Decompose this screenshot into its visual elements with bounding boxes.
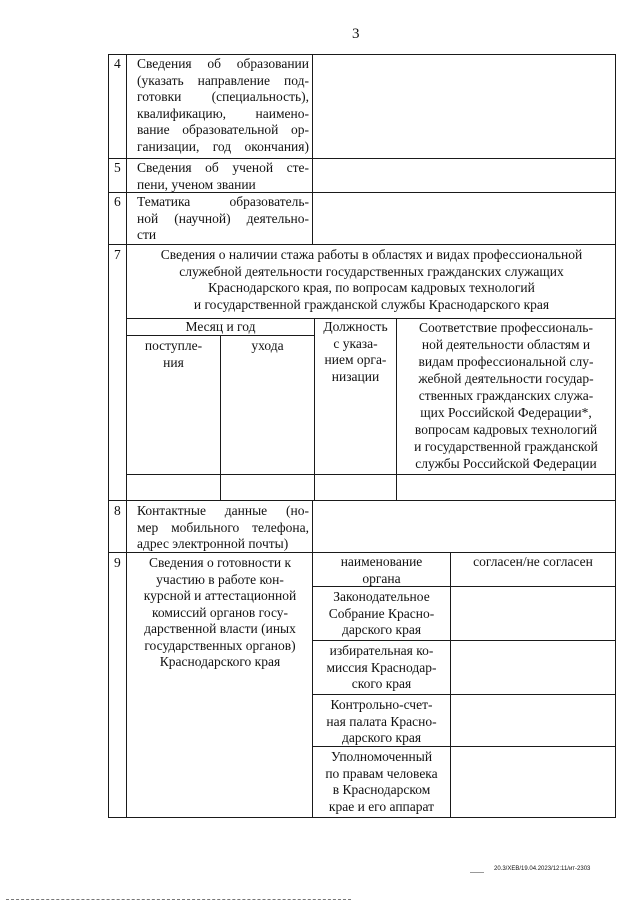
row9-org-divider xyxy=(312,694,616,695)
position-header: Должность с указа- нием орга- низации xyxy=(323,319,388,384)
activity-topic-label: Тематика образователь- ной (научной) деятельно- сти xyxy=(137,194,309,242)
table-border-left xyxy=(108,54,109,818)
row-number: 6 xyxy=(114,194,121,209)
table-border-right xyxy=(615,54,616,818)
consent-cell[interactable] xyxy=(452,642,614,693)
org-consent-divider xyxy=(450,552,451,818)
degree-value[interactable] xyxy=(314,160,614,190)
entry-header: поступле- ния xyxy=(144,338,203,370)
degree-label: Сведения об ученой сте- пени, ученом звании xyxy=(137,160,309,192)
commission-readiness-label: Сведения о готовности к участию в работе кон- курсной и аттестационной комиссий органов госу- дарственной власти (иных государственных органов) Краснодарского края xyxy=(143,555,297,669)
exit-header: ухода xyxy=(251,338,284,353)
number-column-divider xyxy=(126,54,127,818)
consent-header: согласен/не согласен xyxy=(473,554,593,569)
consent-cell[interactable] xyxy=(452,696,614,745)
form-table xyxy=(108,54,616,818)
education-value[interactable] xyxy=(314,56,614,156)
row-number: 5 xyxy=(114,160,121,175)
scan-edge-line xyxy=(6,899,351,900)
org-name-header: наименование органа xyxy=(340,554,423,586)
row-divider xyxy=(108,500,616,501)
row-number: 7 xyxy=(114,247,121,262)
row-divider xyxy=(108,158,616,159)
footer-mark xyxy=(470,872,484,873)
org-ombudsman: Уполномоченный по правам человека в Краснодарском крае и его аппарат xyxy=(325,749,438,814)
row-number: 8 xyxy=(114,503,121,518)
label-column-divider-top xyxy=(312,54,313,244)
row9-org-divider xyxy=(312,640,616,641)
education-label: Сведения об образовании (указать направление под- готовки (специальность), квалификацию, наимено- вание образовательной ор- ганизации, год окончания) xyxy=(137,56,309,154)
experience-title: Сведения о наличии стажа работы в областях и видах профессиональной служебной деятельности государственных гражданских служащих Краснодарского края, по вопросам кадровых технологий и государственной гражданской службы Краснодарского края xyxy=(160,247,583,312)
consent-cell[interactable] xyxy=(452,748,614,816)
consent-cell[interactable] xyxy=(452,588,614,639)
page-number: 3 xyxy=(352,26,360,42)
label-column-divider-row8 xyxy=(312,500,313,552)
org-election-commission: избирательная ко- миссия Краснодар- ского края xyxy=(326,643,437,691)
row-number: 9 xyxy=(114,555,121,570)
activity-topic-value[interactable] xyxy=(314,194,614,242)
table-border-bottom xyxy=(108,817,616,818)
row-divider xyxy=(108,244,616,245)
contact-label: Контактные данные (но- мер мобильного телефона, адрес электронной почты) xyxy=(137,503,309,551)
month-year-header: Месяц и год xyxy=(185,319,256,334)
row-number: 4 xyxy=(114,56,121,71)
compliance-header: Соответствие профессиональ- ной деятельности областям и видам профессиональной слу- жебной деятельности государ- ственных гражданских служа- щих Российской Федерации*, вопросам кадровых технологий и государственной гражданской службы Российской Федерации xyxy=(414,320,598,471)
contact-value[interactable] xyxy=(314,503,614,549)
org-audit-chamber: Контрольно-счет- ная палата Красно- дарского края xyxy=(326,697,437,745)
document-code: 20.3/ХЕВ/19.04.2023/12:11/ит-2303 xyxy=(494,866,591,872)
org-legislative-assembly: Законодательное Собрание Красно- дарского края xyxy=(328,589,435,637)
experience-entry-row[interactable] xyxy=(127,475,614,499)
table-border-top xyxy=(108,54,616,55)
